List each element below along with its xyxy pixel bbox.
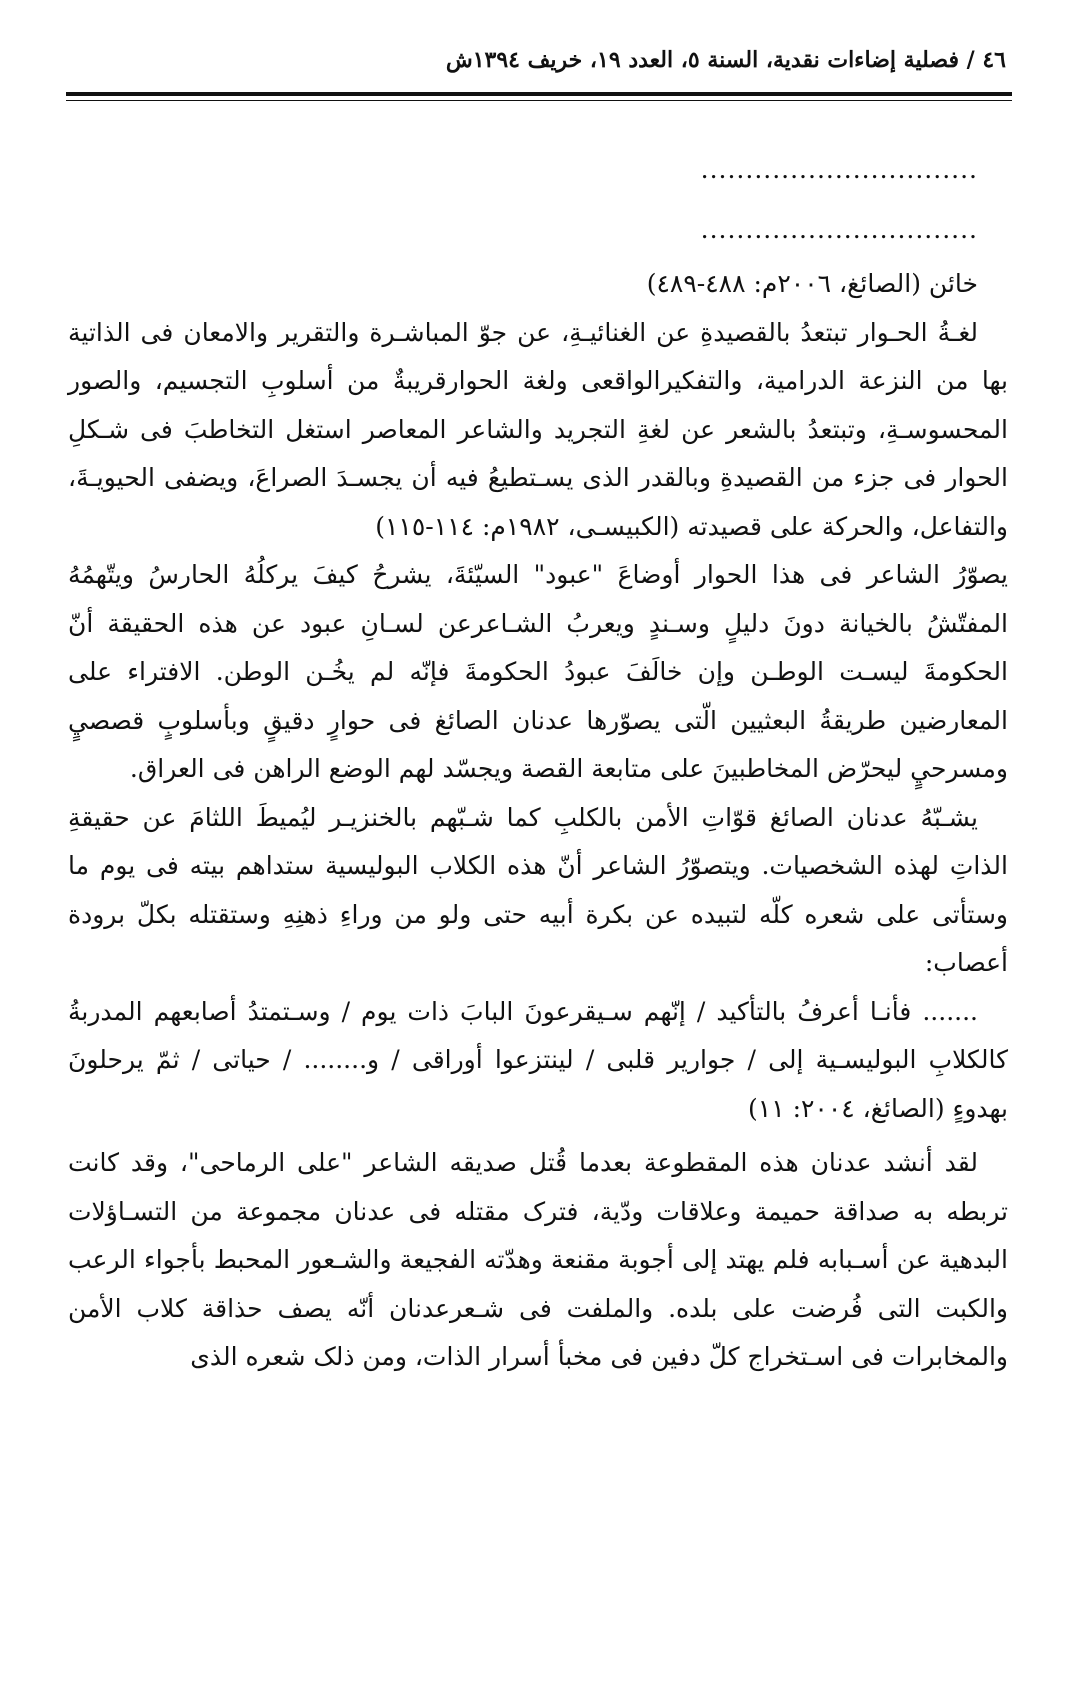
header-rule-thick bbox=[66, 92, 1012, 96]
paragraph-abboud-dialogue: يصوّرُ الشاعر فى هذا الحوار أوضاعَ "عبود" السيّئةَ، يشرحُ كيفَ يركلُهُ الحارسُ ويتّهمُهُ المفتّشُ بالخيانة دونَ دليلٍ وسـندٍ ويعربُ الشـاعرعن لسـانِ عبود عن هذه الحقيقة أنّ الحكومةَ ليسـت الوطـن وإن خالَفَ عبودُ الحكومةَ فإنّه لم يخُـن الوطن. الافتراء على المعارضين طريقةُ البعثيين الّتى يصوّرها عدنان الصائغ فى حوارٍ دقيقٍ وبأسلوبٍ قصصيٍ ومسرحيٍ ليحرّض المخاطبينَ على متابعة القصة ويجسّد لهم الوضع الراهن فى العراق. bbox=[68, 560, 1008, 783]
paragraph-security-forces: يشـبّهُ عدنان الصائغ قوّاتِ الأمن بالكلبِ كما شـبّهم بالخنزيـر ليُميطَ اللثامَ عن حقيقةِ الذاتِ لهذه الشخصيات. ويتصوّرُ الشاعر أنّ هذه الكلاب البوليسية ستداهم بيته فى يوم ما وستأتى على شعره كلّه لتبيده عن بكرة أبيه حتى ولو من وراءِ ذهنِهِ وستقتله بكلّ برودة أعصاب: bbox=[68, 802, 1008, 977]
paragraph-dialogue-language: لغـةُ الحـوار تبتعدُ بالقصيدةِ عن الغنائيـةِ، عن جوّ المباشـرة والتقرير والامعان فى الذاتية بها من النزعة الدرامية، والتفكيرالواقعى ولغة الحوارقريبةٌ من أسلوبِ التجسيم، والصور المحسوسـةِ، وتبتعدُ بالشعر عن لغةِ التجريد والشاعر المعاصر استغل التخاطبَ فى شـكلِ الحوار فى جزء من القصيدةِ وبالقدر الذى يسـتطيعُ فيه أن يجسـدَ الصراعَ، ويضفى الحيويـةَ، والتفاعل، والحركة على قصيدته (الكبيسـى، ١٩٨٢م: ١١٤-١١٥) bbox=[68, 317, 1008, 541]
body-text bbox=[68, 140, 1008, 1382]
paragraph-al-rammahi: لقد أنشد عدنان هذه المقطوعة بعدما قُتل صديقه الشاعر "على الرماحى"، وقد كانت تربطه به صداقة حميمة وعلاقات ودّية، فترک مقتله فى عدنان مجموعة من التسـاؤلات البدهية عن أسـبابه فلم يهتد إلى أجوبة مقنعة وهدّته الفجيعة والشـعور المحبط بأجواء الرعب والكبت التى فُرضت على بلده. والملفت فى شـعرعدنان أنّه يصف حذاقة كلاب الأمن والمخابرات فى اسـتخراج كلّ دفين فى مخبأ أسرار الذات، ومن ذلک شعره الذى bbox=[68, 1148, 1008, 1371]
ellipsis-line-1: ............................... bbox=[700, 155, 978, 184]
poem-excerpt: ....... فأنـا أعرفُ بالتأكيد / إنّهم سـيقرعونَ البابَ ذات يوم / وسـتمتدُ أصابعهم المدربةُ كالكلابِ البوليسـية إلى / جوارير قلبى / لينتزعوا أوراقى / و........ / حياتى / ثمّ يرحلونَ بهدوءٍ (الصائغ، ٢٠٠٤: ١١) bbox=[68, 996, 1008, 1123]
ellipsis-line-2: ............................... bbox=[700, 215, 978, 244]
header-rule-thin bbox=[66, 100, 1012, 101]
running-header: ٤٦ / فصلية إضاءات نقدية، السنة ٥، العدد ١٩، خريف ١٣٩٤ش bbox=[445, 47, 1006, 73]
verse-citation: خائن (الصائغ، ٢٠٠٦م: ٤٨٨-٤٨٩) bbox=[646, 269, 978, 298]
